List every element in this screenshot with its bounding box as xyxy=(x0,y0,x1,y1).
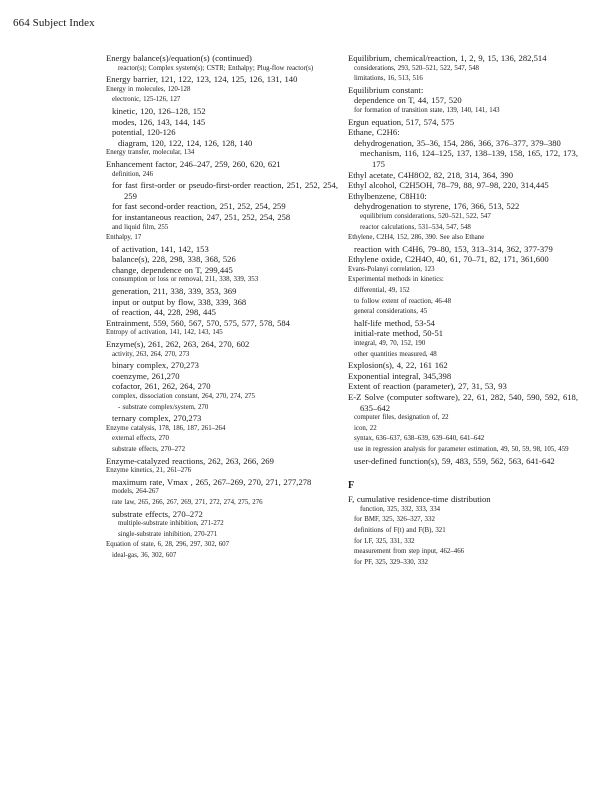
index-column-left xyxy=(106,53,338,562)
index-entry: for fast second-order reaction, 251, 252, 254, 259 xyxy=(112,201,286,212)
index-entry: Exponential integral, 345,398 xyxy=(348,370,452,381)
index-entry: binary complex, 270,273 xyxy=(112,360,199,371)
index-entry: Entropy of activation, 141, 142, 143, 145 xyxy=(106,329,223,337)
index-entry: models, 264-267 xyxy=(112,488,159,496)
index-entry: Experimental methods in kinetics: xyxy=(348,276,444,284)
index-entry: for fast first-order or pseudo-first-order reaction, 251, 252, 254, 259 xyxy=(112,180,338,201)
index-entry: consumption or loss or removal, 211, 338, 339, 353 xyxy=(112,276,259,284)
index-entry: maximum rate, Vmax , 265, 267–269, 270, 271, 277,278 xyxy=(112,476,312,487)
index-entry: coenzyme, 261,270 xyxy=(112,370,180,381)
index-entry: potential, 120-126 xyxy=(112,127,176,138)
index-entry: Entrainment, 559, 560, 567, 570, 575, 577, 578, 584 xyxy=(106,317,290,328)
index-entry: equilibrium considerations, 520–521, 522, 547 xyxy=(360,212,491,220)
index-entry: Energy balance(s)/equation(s) (continued) xyxy=(106,53,252,63)
index-entry: for formation of transition state, 139, 140, 141, 143 xyxy=(354,106,500,114)
index-entry: Equilibrium, chemical/reaction, 1, 2, 9, 15, 136, 282,514 xyxy=(348,53,547,63)
index-entry: Ethylbenzene, C8H10: xyxy=(348,190,427,201)
index-entry: reactor calculations, 531–534, 547, 548 xyxy=(360,223,471,231)
index-entry: Energy barrier, 121, 122, 123, 124, 125, 126, 131, 140 xyxy=(106,74,298,85)
index-entry: multiple-substrate inhibition, 271-272 xyxy=(118,520,224,528)
index-entry: half-life method, 53-54 xyxy=(354,317,435,328)
index-entry: Energy in molecules, 120-128 xyxy=(106,85,191,93)
index-entry: Energy transfer, molecular, 134 xyxy=(106,149,195,157)
index-entries-e xyxy=(348,53,578,466)
index-entry: Extent of reaction (parameter), 27, 31, 53, 93 xyxy=(348,381,507,392)
index-entry: Equilibrium constant: xyxy=(348,84,424,95)
index-entry: generation, 211, 338, 339, 353, 369 xyxy=(112,286,237,297)
index-entry: - substrate complex/system, 270 xyxy=(118,403,209,411)
index-entry: rate law, 265, 266, 267, 269, 271, 272, 274, 275, 276 xyxy=(112,498,263,506)
index-entry: syntax, 636–637, 638–639, 639–640, 641–642 xyxy=(354,435,485,443)
index-entry: general considerations, 45 xyxy=(354,308,428,316)
index-entry: Ethylene oxide, C2H4O, 40, 61, 70–71, 82, 171, 361,600 xyxy=(348,254,549,265)
index-entry: and liquid film, 255 xyxy=(112,223,169,231)
index-entry: ideal-gas, 36, 302, 607 xyxy=(112,551,177,559)
index-entry: Explosion(s), 4, 22, 161 162 xyxy=(348,360,448,371)
index-entry: for LF, 325, 331, 332 xyxy=(354,537,415,545)
index-entry: measurement from step input, 462–466 xyxy=(354,548,465,556)
index-entry: substrate effects, 270–272 xyxy=(112,508,203,519)
index-entry: of reaction, 44, 228, 298, 445 xyxy=(112,307,216,318)
index-entry: to follow extent of reaction, 46-48 xyxy=(354,297,452,305)
index-entry: activity, 263, 264, 270, 273 xyxy=(112,350,190,358)
index-entry: differential, 49, 152 xyxy=(354,287,410,295)
index-entry: F, cumulative residence-time distribution xyxy=(348,494,491,505)
running-head: 664 Subject Index xyxy=(13,17,95,29)
index-entry: dependence on T, 44, 157, 520 xyxy=(354,95,462,106)
index-entry: Ergun equation, 517, 574, 575 xyxy=(348,116,455,127)
index-entry: substrate effects, 270–272 xyxy=(112,445,186,453)
index-entry: computer files, designation of, 22 xyxy=(354,414,449,422)
index-entry: function, 325, 332, 333, 334 xyxy=(360,505,441,513)
index-entry: definition, 246 xyxy=(112,170,154,178)
index-entry: reactor(s); Complex system(s); CSTR; Enthalpy; Plug-flow reactor(s) xyxy=(118,64,314,72)
index-entry: Ethylene, C2H4, 152, 286, 390. See also Ethane xyxy=(348,234,485,242)
index-entry: balance(s), 228, 298, 338, 368, 526 xyxy=(112,254,236,265)
index-entry: kinetic, 120, 126–128, 152 xyxy=(112,105,206,116)
index-entry: Enzyme kinetics, 21, 261–276 xyxy=(106,467,192,475)
index-entry: initial-rate method, 50-51 xyxy=(354,328,444,339)
index-entry: Enzyme(s), 261, 262, 263, 264, 270, 602 xyxy=(106,339,250,350)
index-entry: Ethane, C2H6: xyxy=(348,127,400,138)
index-entry: use in regression analysis for parameter estimation, 49, 50, 59, 98, 105, 459 xyxy=(354,445,569,453)
index-entry: Enthalpy, 17 xyxy=(106,234,142,242)
index-entry: dehydrogenation to styrene, 176, 366, 513, 522 xyxy=(354,201,520,212)
index-entry: Enzyme catalysis, 178, 186, 187, 261–264 xyxy=(106,424,226,432)
index-entry: definitions of F(t) and F(B), 321 xyxy=(354,526,446,534)
index-entry: Ethyl acetate, C4H8O2, 82, 218, 314, 364, 390 xyxy=(348,169,514,180)
index-entry: for BMF, 325, 326–327, 332 xyxy=(354,516,435,524)
index-entry: input or output by flow, 338, 339, 368 xyxy=(112,296,247,307)
index-entry: cofactor, 261, 262, 264, 270 xyxy=(112,381,211,392)
index-entry: Ethyl alcohol, C2H5OH, 78–79, 88, 97–98, 220, 314,445 xyxy=(348,180,549,191)
index-entry: reaction with C4H6, 79–80, 153, 313–314, 362, 377-379 xyxy=(354,243,553,254)
index-entry: electronic, 125-126, 127 xyxy=(112,96,181,104)
index-entry: single-substrate inhibition, 270-271 xyxy=(118,530,218,538)
index-entry: complex, dissociation constant, 264, 270, 274, 275 xyxy=(112,393,255,400)
index-entry: ternary complex, 270,273 xyxy=(112,413,202,424)
index-entry: diagram, 120, 122, 124, 126, 128, 140 xyxy=(118,137,253,148)
index-entry: Equation of state, 6, 28, 296, 297, 302, 607 xyxy=(106,541,230,549)
index-entry: for instantaneous reaction, 247, 251, 252, 254, 258 xyxy=(112,211,291,222)
index-entry: icon, 22 xyxy=(354,424,377,432)
index-entry: E-Z Solve (computer software), 22, 61, 282, 540, 590, 592, 618, 635–642 xyxy=(348,392,578,413)
index-entry: modes, 126, 143, 144, 145 xyxy=(112,116,206,127)
index-column-right xyxy=(348,53,578,568)
index-entry: considerations, 293, 520–521, 522, 547, 548 xyxy=(354,64,479,72)
section-letter-f: F xyxy=(348,480,355,492)
index-entry: dehydrogenation, 35–36, 154, 286, 366, 376–377, 379–380 xyxy=(354,137,561,148)
index-entry: for PF, 325, 329–330, 332 xyxy=(354,558,428,566)
index-entry: change, dependence on T, 299,445 xyxy=(112,264,233,275)
index-entry: limitations, 16, 513, 516 xyxy=(354,75,423,83)
index-entry: Enhancement factor, 246–247, 259, 260, 620, 621 xyxy=(106,158,281,169)
index-entry: Enzyme-catalyzed reactions, 262, 263, 266, 269 xyxy=(106,455,274,466)
index-entry: other quantities measured, 48 xyxy=(354,350,437,358)
index-entries-f xyxy=(348,494,578,568)
index-entry: external effects, 270 xyxy=(112,435,169,443)
index-entry: integral, 49, 70, 152, 190 xyxy=(354,340,426,348)
index-entry: user-defined function(s), 59, 483, 559, 562, 563, 641-642 xyxy=(354,455,555,466)
index-entry: of activation, 141, 142, 153 xyxy=(112,243,209,254)
index-entry: mechanism, 116, 124–125, 137, 138–139, 158, 165, 172, 173, 175 xyxy=(360,148,578,169)
index-entry: Evans-Polanyi correlation, 123 xyxy=(348,265,435,273)
